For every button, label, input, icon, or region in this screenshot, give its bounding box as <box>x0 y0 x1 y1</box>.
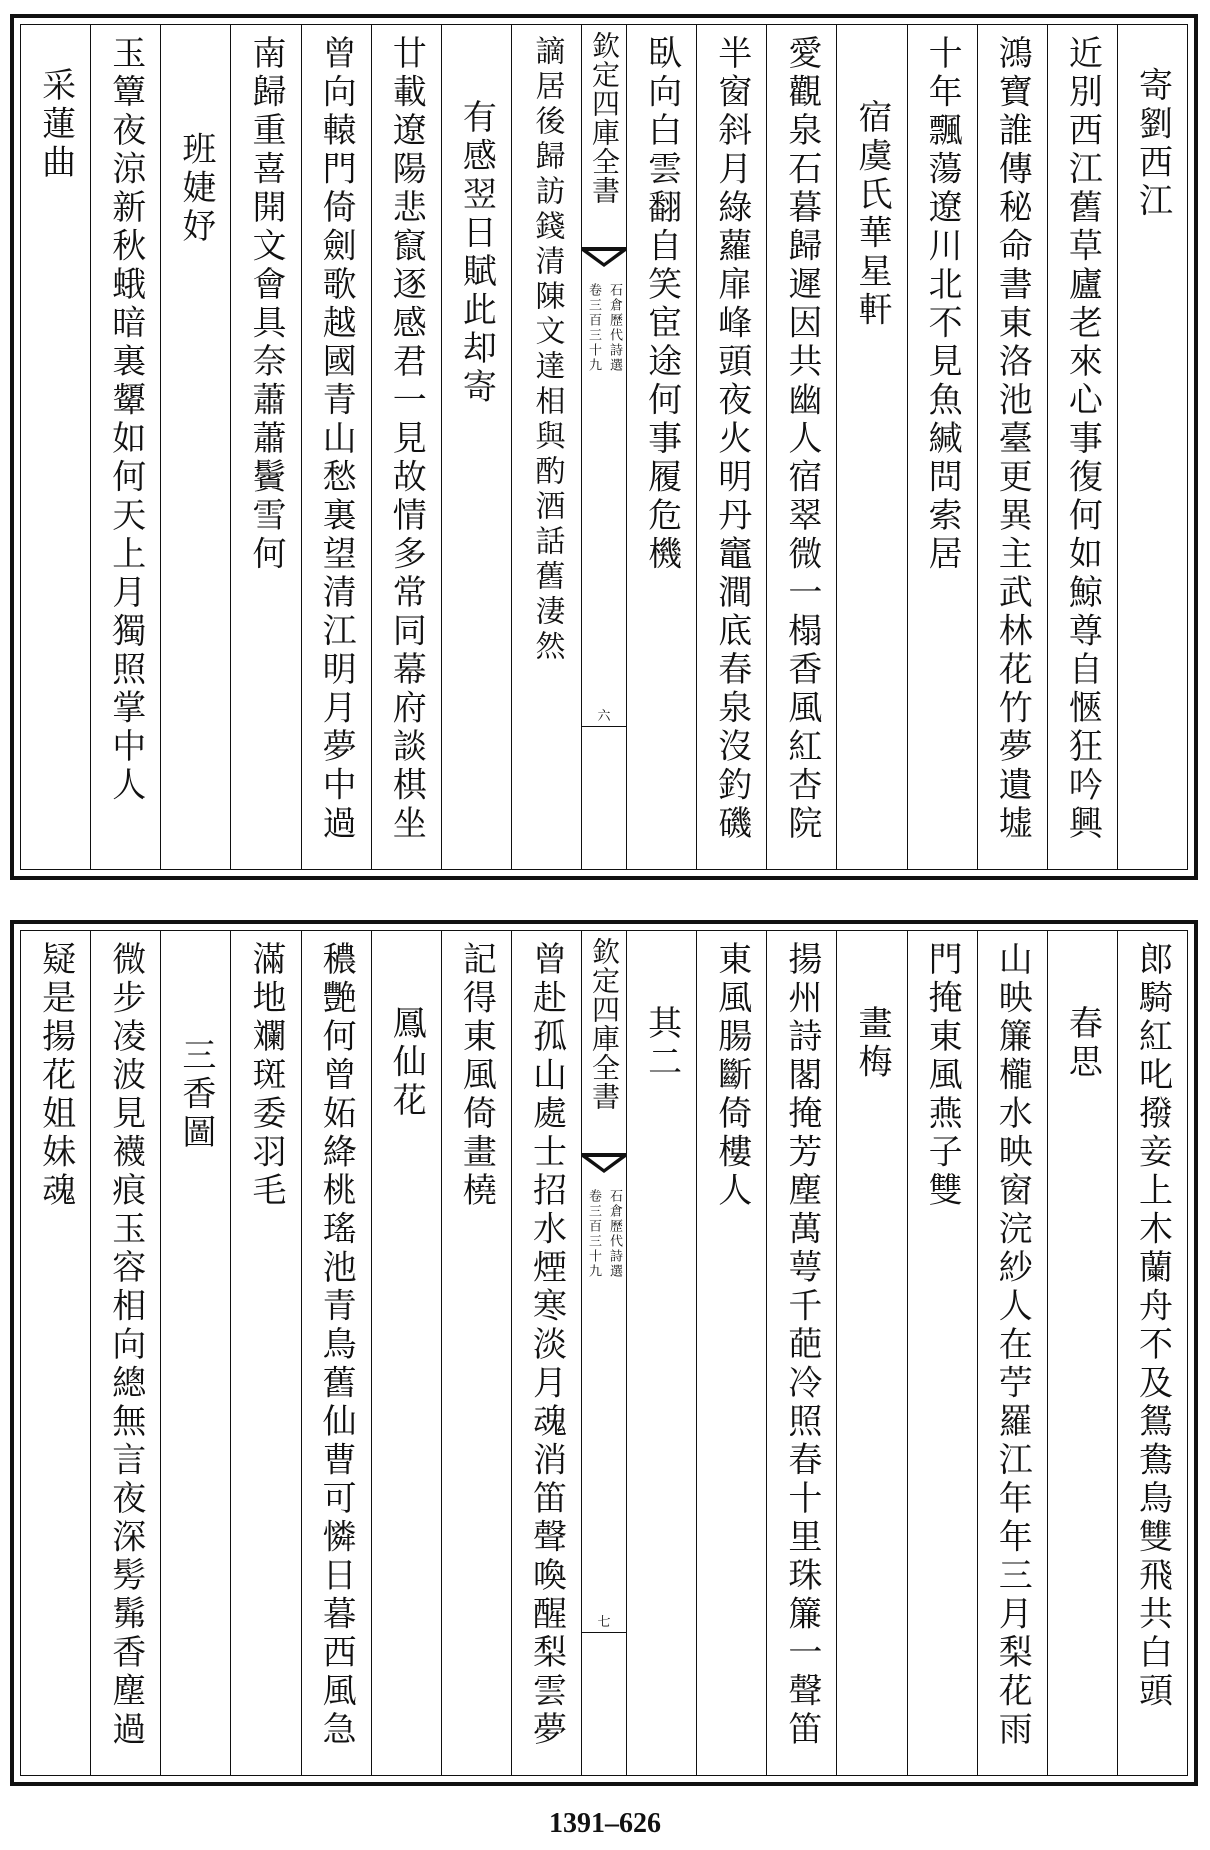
text-column: 穠艷何曾妬絳桃瑤池青鳥舊仙曹可憐日暮西風急 <box>301 931 371 1775</box>
text-column: 鴻寶誰傳秘命書東洛池臺更異主武林花竹夢遺墟 <box>977 25 1047 869</box>
poem-title: 春思 <box>1047 931 1117 1775</box>
collection-title: 石倉歷代詩選 <box>607 1189 622 1279</box>
poem-title: 三香圖 <box>160 931 230 1775</box>
poem-title: 畫梅 <box>836 931 906 1775</box>
text-column: 南歸重喜開文會具奈蕭蕭鬢雪何 <box>230 25 300 869</box>
text-column: 門掩東風燕子雙 <box>907 931 977 1775</box>
author-name: 班婕妤 <box>160 25 230 869</box>
center-meta <box>584 283 624 373</box>
folio-number: 六 <box>582 705 626 727</box>
fishtail-mark-icon <box>582 1151 626 1175</box>
text-column: 東風腸斷倚樓人 <box>696 931 766 1775</box>
text-column: 曾赴孤山處士招水煙寒淡月魂消笛聲喚醒梨雲夢 <box>511 931 581 1775</box>
poem-title: 有感翌日賦此却寄 <box>441 25 511 869</box>
top-page-frame <box>20 24 1188 870</box>
text-column: 廿載遼陽悲竄逐感君一見故情多常同幕府談棋坐 <box>371 25 441 869</box>
text-column: 臥向白雲翻自笑宦途何事履危機 <box>626 25 696 869</box>
fishtail-mark-icon <box>582 245 626 269</box>
book-name: 欽定四庫全書 <box>588 31 621 205</box>
text-column: 曾向轅門倚劍歌越國青山愁裏望清江明月夢中過 <box>301 25 371 869</box>
text-column: 郎騎紅叱撥妾上木蘭舟不及鴛鴦鳥雙飛共白頭 <box>1117 931 1187 1775</box>
text-column: 微步凌波見襪痕玉容相向總無言夜深髣髴香塵過 <box>90 931 160 1775</box>
poem-title: 其二 <box>626 931 696 1775</box>
poem-title: 宿虞氏華星軒 <box>836 25 906 869</box>
text-column: 十年飄蕩遼川北不見魚緘問索居 <box>907 25 977 869</box>
poem-title: 寄劉西江 <box>1117 25 1187 869</box>
text-column: 疑是揚花姐妹魂 <box>35 941 76 1211</box>
collection-title: 石倉歷代詩選 <box>607 283 622 373</box>
text-column: 記得東風倚畫橈 <box>441 931 511 1775</box>
center-meta <box>584 1189 624 1279</box>
text-column: 滿地斕斑委羽毛 <box>230 931 300 1775</box>
text-column: 近別西江舊草廬老來心事復何如鯨尊自愜狂吟興 <box>1047 25 1117 869</box>
text-column: 玉簟夜涼新秋蛾暗裏顰如何天上月獨照掌中人 <box>90 25 160 869</box>
volume-number: 卷三百三十九 <box>586 1189 601 1279</box>
poem-title: 鳳仙花 <box>371 931 441 1775</box>
text-column: 半窗斜月綠蘿扉峰頭夜火明丹竈澗底春泉沒釣磯 <box>696 25 766 869</box>
poem-title: 采蓮曲 <box>35 67 76 183</box>
book-name: 欽定四庫全書 <box>588 937 621 1111</box>
book-center-column <box>581 25 626 869</box>
poem-preface: 謫居後歸訪錢清陳文達相與酌酒話舊淒然 <box>511 25 581 869</box>
volume-number: 卷三百三十九 <box>586 283 601 373</box>
page-reference: 1391–626 <box>549 1808 661 1839</box>
book-center-column <box>581 931 626 1775</box>
bottom-page-frame <box>20 930 1188 1776</box>
text-column: 揚州詩閣掩芳塵萬萼千葩冷照春十里珠簾一聲笛 <box>766 931 836 1775</box>
text-column: 山映簾櫳水映窗浣紗人在苧羅江年年三月梨花雨 <box>977 931 1047 1775</box>
text-column: 愛觀泉石暮歸遲因共幽人宿翠微一榻香風紅杏院 <box>766 25 836 869</box>
bottom-page <box>10 920 1198 1786</box>
folio-number: 七 <box>582 1611 626 1633</box>
top-page <box>10 14 1198 880</box>
